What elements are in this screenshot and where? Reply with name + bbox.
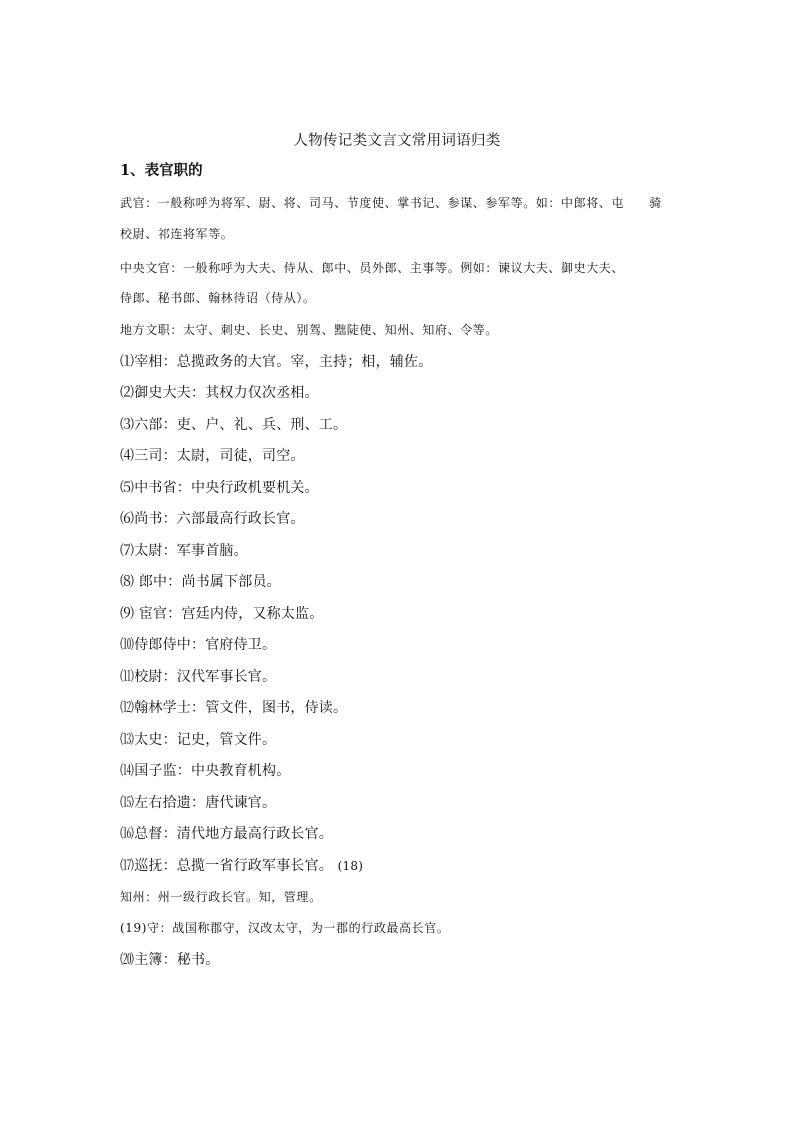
list-item: ⒃总督：清代地方最高行政长官。 (120, 826, 333, 842)
list-item: ⑹尚书：六部最高行政长官。 (120, 511, 305, 527)
military-officials-line-2: 校尉、祁连将军等。 (120, 227, 234, 241)
list-item: ⒂左右拾遗：唐代谏官。 (120, 795, 277, 811)
document-title: 人物传记类文言文常用词语归类 (293, 133, 501, 149)
list-item: ⑷三司：太尉，司徒，司空。 (120, 448, 305, 464)
list-item: ⑴宰相：总揽政务的大官。宰，主持；相，辅佐。 (120, 354, 433, 370)
list-item: ⑼ 宦官：宫廷内侍，又称太监。 (120, 606, 324, 622)
list-item: ⑵御史大夫：其权力仅次丞相。 (120, 385, 319, 401)
list-item: ⑸中书省：中央行政机要机关。 (120, 480, 319, 496)
list-item: ⑾校尉：汉代军事长官。 (120, 669, 277, 685)
military-officials-line-1: 武官：一般称呼为将军、尉、将、司马、节度使、掌书记、参谋、参军等。如：中郎将、屯 骑 (120, 196, 662, 210)
list-item: ⑽侍郎侍中：官府侍卫。 (120, 637, 277, 653)
list-item: ⒀太史：记史，管文件。 (120, 732, 277, 748)
list-item: ⑿翰林学士：管文件，图书，侍读。 (120, 700, 348, 716)
list-item-20: ⒇主簿：秘书。 (120, 952, 220, 968)
list-item: ⑻ 郎中：尚书属下部员。 (120, 574, 281, 590)
zhizhou-line: 知州：州一级行政长官。知，管理。 (120, 890, 322, 904)
list-item: ⒁国子监：中央教育机构。 (120, 763, 291, 779)
list-item (120, 855, 363, 875)
local-officials-line: 地方文职：太守、刺史、长史、别驾、黜陡使、知州、知府、令等。 (120, 323, 499, 337)
section-heading: 1、表官职的 (120, 162, 203, 179)
civil-officials-line-2: 侍郎、秘书郎、翰林待诏（侍从）。 (120, 291, 316, 305)
list-item-19: (19)守：战国称郡守，汉改太守，为一郡的行政最高长官。 (120, 921, 450, 935)
list-item-number-18: (18) (337, 859, 364, 873)
list-item: ⑺太尉：军事首脑。 (120, 543, 248, 559)
list-item: ⑶六部：吏、户、礼、兵、刑、工。 (120, 417, 348, 433)
civil-officials-line-1: 中央文官：一般称呼为大夫、侍从、郎中、员外郎、主事等。例如：谏议大夫、御史大夫、 (120, 261, 625, 275)
list-item-text: ⒄巡抚：总揽一省行政军事长官。 (120, 858, 333, 874)
